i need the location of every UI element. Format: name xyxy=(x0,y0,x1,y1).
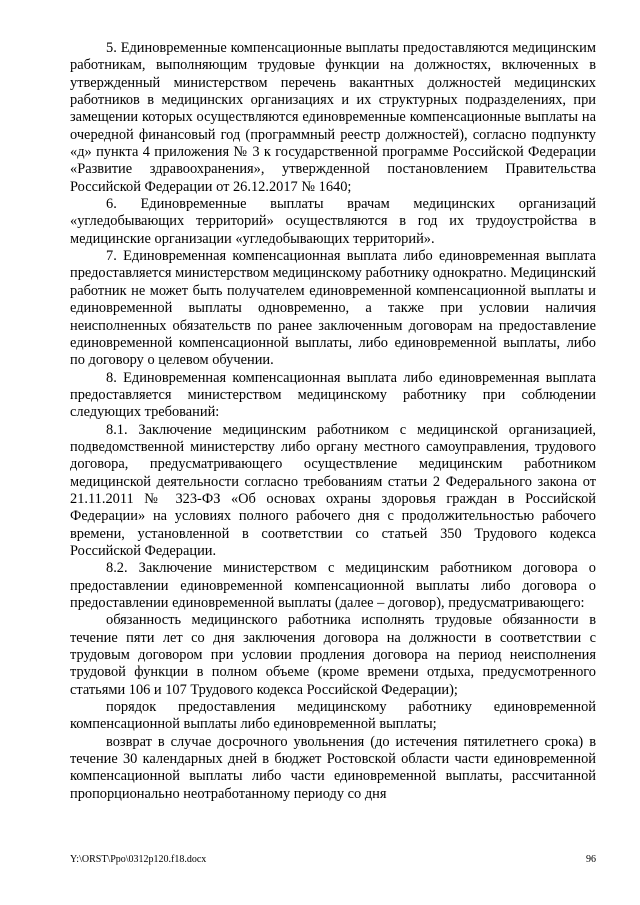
footer-file-path: Y:\ORST\Ppo\0312p120.f18.docx xyxy=(70,854,207,865)
paragraph-8-1: 8.1. Заключение медицинским работником с медицинской организацией, подведомственной министерству либо органу местного самоуправления, трудового договора, предусматривающего осуществление медицинским работником медицинской деятельности согласно требованиям статьи 2 Федерального закона от 21.11.2011 № 323-ФЗ «Об основах охраны здоровья граждан в Российской Федерации» на условиях полного рабочего дня с продолжительностью рабочего времени, установленной в соответствии со статьей 350 Трудового кодекса Российской Федерации. xyxy=(70,421,596,559)
list-item-refund: возврат в случае досрочного увольнения (до истечения пятилетнего срока) в течение 30 календарных дней в бюджет Ростовской области части единовременной компенсационной выплаты либо части единовременной выплаты, рассчитанной пропорционально неотработанному периоду со дня xyxy=(70,733,596,802)
page-number: 96 xyxy=(586,854,596,865)
document-body xyxy=(70,40,596,803)
paragraph-5: 5. Единовременные компенсационные выплаты предоставляются медицинским работникам, выполняющим трудовые функции на должностях, включенных в утвержденный министерством перечень вакантных должностей медицинских работников в медицинских организациях и их структурных подразделениях, при замещении которых осуществляются единовременные компенсационные выплаты на очередной финансовый год (программный реестр должностей), согласно подпункту «д» пункта 4 приложения № 3 к государственной программе Российской Федерации «Развитие здравоохранения», утвержденной постановлением Правительства Российской Федерации от 26.12.2017 № 1640; xyxy=(70,40,596,195)
paragraph-6: 6. Единовременные выплаты врачам медицинских организаций «угледобывающих территорий» осуществляются в год их трудоустройства в медицинские организации «угледобывающих территорий». xyxy=(70,196,596,247)
paragraph-8-2: 8.2. Заключение министерством с медицинским работником договора о предоставлении единовременной компенсационной выплаты либо договора о предоставлении единовременной выплаты (далее – договор), предусматривающего: xyxy=(70,560,596,611)
paragraph-8: 8. Единовременная компенсационная выплата либо единовременная выплата предоставляется министерством медицинскому работнику при соблюдении следующих требований: xyxy=(70,369,596,421)
paragraph-7: 7. Единовременная компенсационная выплата либо единовременная выплата предоставляется министерством медицинскому работнику однократно. Медицинский работник не может быть получателем единовременной компенсационной выплаты и единовременной выплаты одновременно, а также при условии наличия неисполненных обязательств по ранее заключенным договорам на предоставление единовременной компенсационной выплаты, либо единовременной выплаты, либо по договору о целевом обучении. xyxy=(70,248,596,369)
list-item-procedure: порядок предоставления медицинскому работнику единовременной компенсационной выплаты либо единовременной выплаты; xyxy=(70,699,596,733)
page-footer xyxy=(70,854,596,868)
list-item-obligation: обязанность медицинского работника исполнять трудовые обязанности в течение пяти лет со дня заключения договора на должности в соответствии с трудовым договором при условии продления договора на период неисполнения трудовой функции в полном объеме (кроме времени отдыха, предусмотренного статьями 106 и 107 Трудового кодекса Российской Федерации); xyxy=(70,612,596,698)
